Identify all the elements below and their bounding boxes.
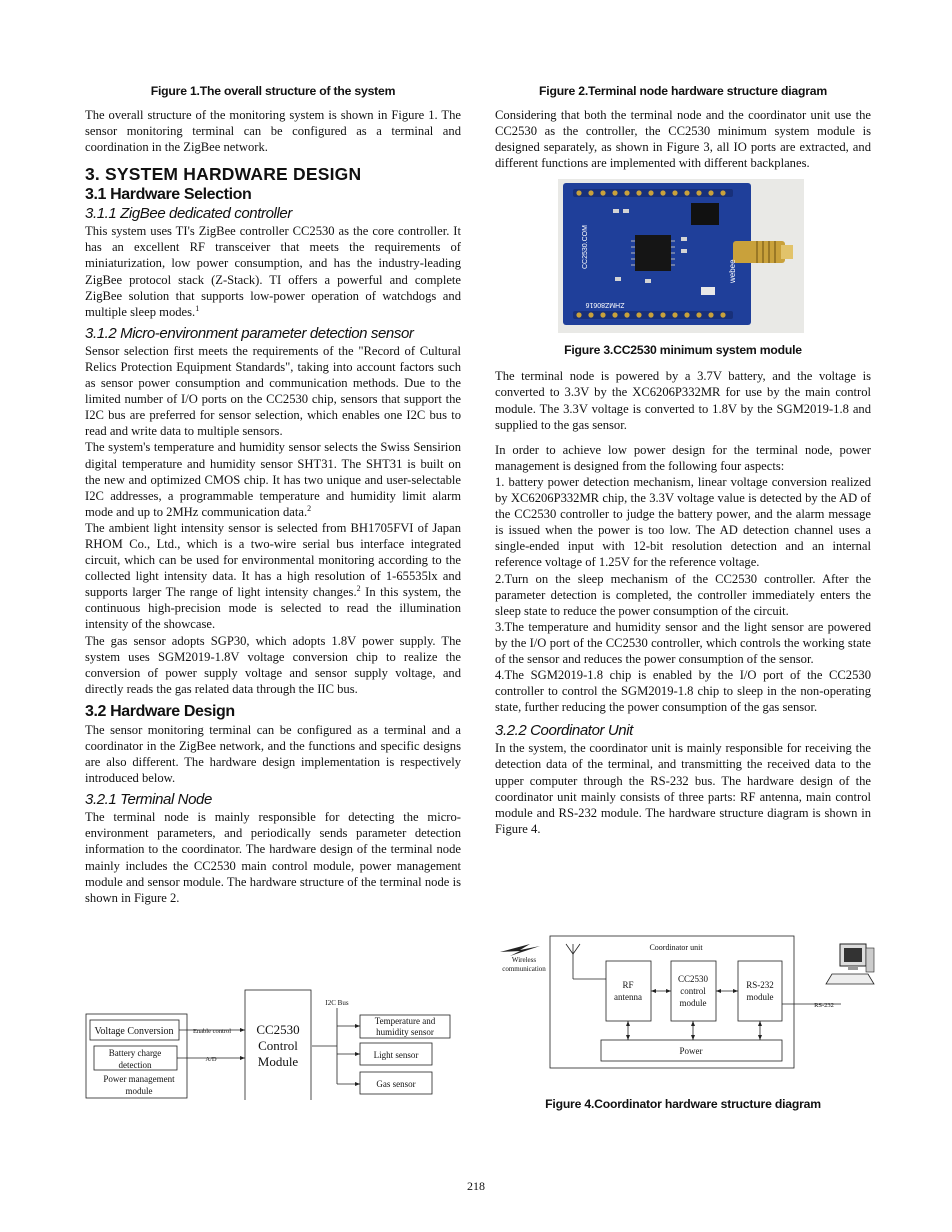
paragraph-312b-text: The system's temperature and humidity sensor selects the Swiss Sensirion digital temperature and humidity sensor SHT31. The SHT31 is built on the new and optimized CMOS chip. It has two unique and user-selectable I2C addresses, a programmable temperature and humidity limit alarm mode and up to 2MHz communication data. bbox=[85, 440, 461, 519]
figure2-diagram bbox=[84, 988, 454, 1100]
arrow-cc-right bbox=[666, 989, 671, 993]
computer-icon bbox=[826, 944, 874, 984]
arrow-ad bbox=[240, 1056, 245, 1060]
rs232-cable-label: RS-232 bbox=[814, 1002, 834, 1009]
power-management-label-2: module bbox=[125, 1086, 153, 1096]
citation-1: 1 bbox=[195, 303, 200, 313]
wireless-label-1: Wireless bbox=[511, 956, 537, 964]
arrow-rs-right bbox=[733, 989, 738, 993]
enable-control-label: Enable control bbox=[192, 1028, 232, 1035]
header-pins-bottom bbox=[573, 311, 733, 319]
citation-2b: 2 bbox=[356, 584, 361, 594]
paragraph-312c-text1: The ambient light intensity sensor is selected from BH1705FVI of Japan RHOM Co., Ltd., which is a two-wire serial bus interface integrated circuit, which can be used for environmental monitoring according to the collected light intensity data. It has a high resolution of 1-65535lx and supports larger The range of light intensity changes. bbox=[85, 520, 461, 600]
paragraph-312a: Sensor selection first meets the requirements of the "Record of Cultural Relics Protection Equipment Standards", taking into account factors such as sensor power consumption and communication methods. Due to the limited number of I/O ports on the CC2530 chip, sensors that support the I2C bus are preferred for sensor selection, which enables one I2C bus to read and write data to multiple sensors. bbox=[85, 343, 461, 439]
paragraph-312c-text2: In this system, the continuous high-precision mode is selected to read the illumination intensity of the showcase. bbox=[85, 585, 461, 632]
right-column bbox=[495, 84, 871, 842]
figure1-caption: Figure 1.The overall structure of the system bbox=[150, 84, 396, 98]
arrow-power-rf-up bbox=[626, 1021, 630, 1026]
cc-label-3: module bbox=[679, 998, 707, 1008]
board-silk-3: webee bbox=[728, 259, 737, 284]
arrow-cc-left bbox=[716, 989, 721, 993]
board-silk-2: ZHMZ80616 bbox=[585, 301, 625, 309]
paragraph-power: The terminal node is powered by a 3.7V battery, and the voltage is converted to 3.3V by the XC6206P332MR for use by the main control module. The 3.3V voltage is converted to 1.8V by the SGM2019-1.8 and supplied to the gas sensor. bbox=[495, 369, 871, 432]
page-number: 218 bbox=[467, 1179, 485, 1193]
figure2-caption: Figure 2.Terminal node hardware structure diagram bbox=[539, 84, 827, 98]
figure4-diagram bbox=[496, 934, 876, 1074]
section-heading-3-2-2: 3.2.2 Coordinator Unit bbox=[495, 722, 633, 740]
paragraph-32: The sensor monitoring terminal can be configured as a terminal and a coordinator in the ZigBee network, and the functions and specific designs are also different. The hardware design implementation is respectively introduced below. bbox=[85, 722, 461, 786]
sma-tip bbox=[781, 245, 793, 259]
cc-label-2: control bbox=[680, 986, 706, 996]
wireless-bolt-icon bbox=[500, 944, 540, 956]
wireless-label-2: communication bbox=[502, 965, 546, 973]
temp-sensor-label-1: Temperature and bbox=[374, 1016, 436, 1026]
section-heading-3-2-1: 3.2.1 Terminal Node bbox=[85, 791, 212, 809]
paragraph-lowpower: In order to achieve low power design for the terminal node, power management is designed from the following four aspects: bbox=[495, 442, 871, 473]
paragraph-312c bbox=[85, 520, 461, 633]
cc2530-label-1: CC2530 bbox=[256, 1022, 300, 1037]
sma-connector bbox=[733, 241, 785, 263]
section-heading-3: 3. SYSTEM HARDWARE DESIGN bbox=[85, 164, 362, 185]
light-sensor-label: Light sensor bbox=[373, 1050, 419, 1060]
rs232-module-box bbox=[738, 961, 782, 1021]
paragraph-312d: The gas sensor adopts SGP30, which adopts 1.8V power supply. The system uses SGM2019-1.8V voltage conversion chip to realize the conversion of power supply voltage and sensor supply voltage, and directly reads the gas related data through the IIC bus. bbox=[85, 633, 461, 696]
battery-charge-label-2: detection bbox=[118, 1060, 152, 1070]
cc2530-label-3: Module bbox=[257, 1054, 299, 1069]
paragraph-item3: 3.The temperature and humidity sensor and the light sensor are powered by the I/O port of the CC2530 controller, which controls the working state of the sensor and reduces the power consumption of the sensor. bbox=[495, 619, 871, 666]
cc2530-label-2: Control bbox=[258, 1038, 298, 1053]
section-heading-3-1-1: 3.1.1 ZigBee dedicated controller bbox=[85, 205, 292, 223]
power-label: Power bbox=[679, 1046, 703, 1056]
section-heading-3-1: 3.1 Hardware Selection bbox=[85, 186, 252, 204]
rs-label-1: RS-232 bbox=[746, 980, 774, 990]
cc2530-board-illustration bbox=[495, 179, 871, 333]
board-silk-1: CC2530.COM bbox=[582, 225, 589, 270]
paragraph-321: The terminal node is mainly responsible for detecting the micro-environment parameters, and periodically sends parameter detection information to the coordinator. The hardware design of the terminal node mainly includes the CC2530 main control module, power management module and sensor module. The hardware structure of the terminal node is shown in Figure 2. bbox=[85, 810, 461, 905]
paragraph-item1: 1. battery power detection mechanism, linear voltage conversion realized by XC6206P332MR chip, the 3.3V voltage value is detected by the AD of the CC2530 controller to judge the battery power, and the alarm message is issued when the power is too low. The AD detection channel uses a single-ended input with 12-bit resolution detection and an internal reference voltage of 1.25V for the reference voltage. bbox=[495, 474, 871, 570]
section-heading-3-1-2: 3.1.2 Micro-environment parameter detection sensor bbox=[85, 324, 414, 342]
coordinator-unit-box bbox=[550, 936, 794, 1068]
paragraph-312b bbox=[85, 439, 461, 519]
arrow-power-cc-down bbox=[691, 1035, 695, 1040]
arrow-enable bbox=[240, 1028, 245, 1032]
arrow-light bbox=[355, 1052, 360, 1056]
coordinator-unit-label: Coordinator unit bbox=[649, 943, 703, 952]
ad-label: A/D bbox=[205, 1056, 217, 1063]
cc-label-1: CC2530 bbox=[677, 974, 709, 984]
battery-charge-label-1: Battery charge bbox=[108, 1048, 162, 1058]
arrow-power-rs-down bbox=[758, 1035, 762, 1040]
i2c-bus-label: I2C Bus bbox=[325, 999, 349, 1007]
arrow-temp bbox=[355, 1024, 360, 1028]
paragraph-311-text: This system uses TI's ZigBee controller CC2530 as the core controller. It has an excellent RF transceiver that meets the requirements of miniaturization, low power consumption, and has the industry-leading ZigBee protocol stack (Z-Stack). TI offers a powerful and complete ZigBee solution that supports low-power operation of watchdogs and multiple sleep modes. bbox=[85, 224, 461, 319]
figure3-caption: Figure 3.CC2530 minimum system module bbox=[564, 343, 802, 358]
paragraph-322: In the system, the coordinator unit is mainly responsible for receiving the detection data of the terminal, and transmitting the received data to the upper computer through the RS-232 bus. The hardware design of the coordinator unit mainly consists of three parts: RF antenna, main control module and RS-232 module. The hardware structure diagram is shown in Figure 4. bbox=[495, 741, 871, 836]
rf-label-2: antenna bbox=[614, 992, 642, 1002]
gas-sensor-label: Gas sensor bbox=[376, 1079, 416, 1089]
left-column bbox=[85, 84, 461, 911]
arrow-power-rs-up bbox=[758, 1021, 762, 1026]
header-pins-top bbox=[573, 189, 733, 197]
rs-label-2: module bbox=[746, 992, 774, 1002]
rf-label-1: RF bbox=[622, 980, 634, 990]
paragraph-item4: 4.The SGM2019-1.8 chip is enabled by the I/O port of the CC2530 controller to control the SGM2019-1.8 chip to sleep in the non-operating state, further reducing the power consumption of the gas sensor. bbox=[495, 668, 871, 715]
power-management-label-1: Power management bbox=[103, 1074, 175, 1084]
rf-antenna-box bbox=[606, 961, 651, 1021]
citation-2a: 2 bbox=[307, 503, 312, 513]
section-heading-3-2: 3.2 Hardware Design bbox=[85, 702, 235, 720]
paragraph-fig2: Considering that both the terminal node and the coordinator unit use the CC2530 as the controller, the CC2530 minimum system module is designed separately, as shown in Figure 3, all IO ports are extracted, and different functions are implemented with different backplanes. bbox=[495, 108, 871, 171]
paragraph-item2: 2.Turn on the sleep mechanism of the CC2530 controller. After the parameter detection is completed, the controller immediately enters the sleep state to reduce the power consumption of the circuit. bbox=[495, 571, 871, 618]
intro-paragraph: The overall structure of the monitoring system is shown in Figure 1. The sensor monitoring terminal can be configured as a terminal and coordination in the ZigBee network. bbox=[85, 108, 461, 155]
temp-sensor-label-2: humidity sensor bbox=[376, 1027, 434, 1037]
voltage-conversion-label: Voltage Conversion bbox=[94, 1026, 174, 1037]
arrow-rf-left bbox=[651, 989, 656, 993]
arrow-power-rf-down bbox=[626, 1035, 630, 1040]
paragraph-311 bbox=[85, 223, 461, 320]
figure4-caption: Figure 4.Coordinator hardware structure diagram bbox=[545, 1097, 821, 1111]
regulator bbox=[691, 203, 719, 225]
cc2530-chip bbox=[635, 235, 671, 271]
figure3-board-photo bbox=[495, 179, 871, 333]
arrow-gas bbox=[355, 1082, 360, 1086]
arrow-power-cc-up bbox=[691, 1021, 695, 1026]
